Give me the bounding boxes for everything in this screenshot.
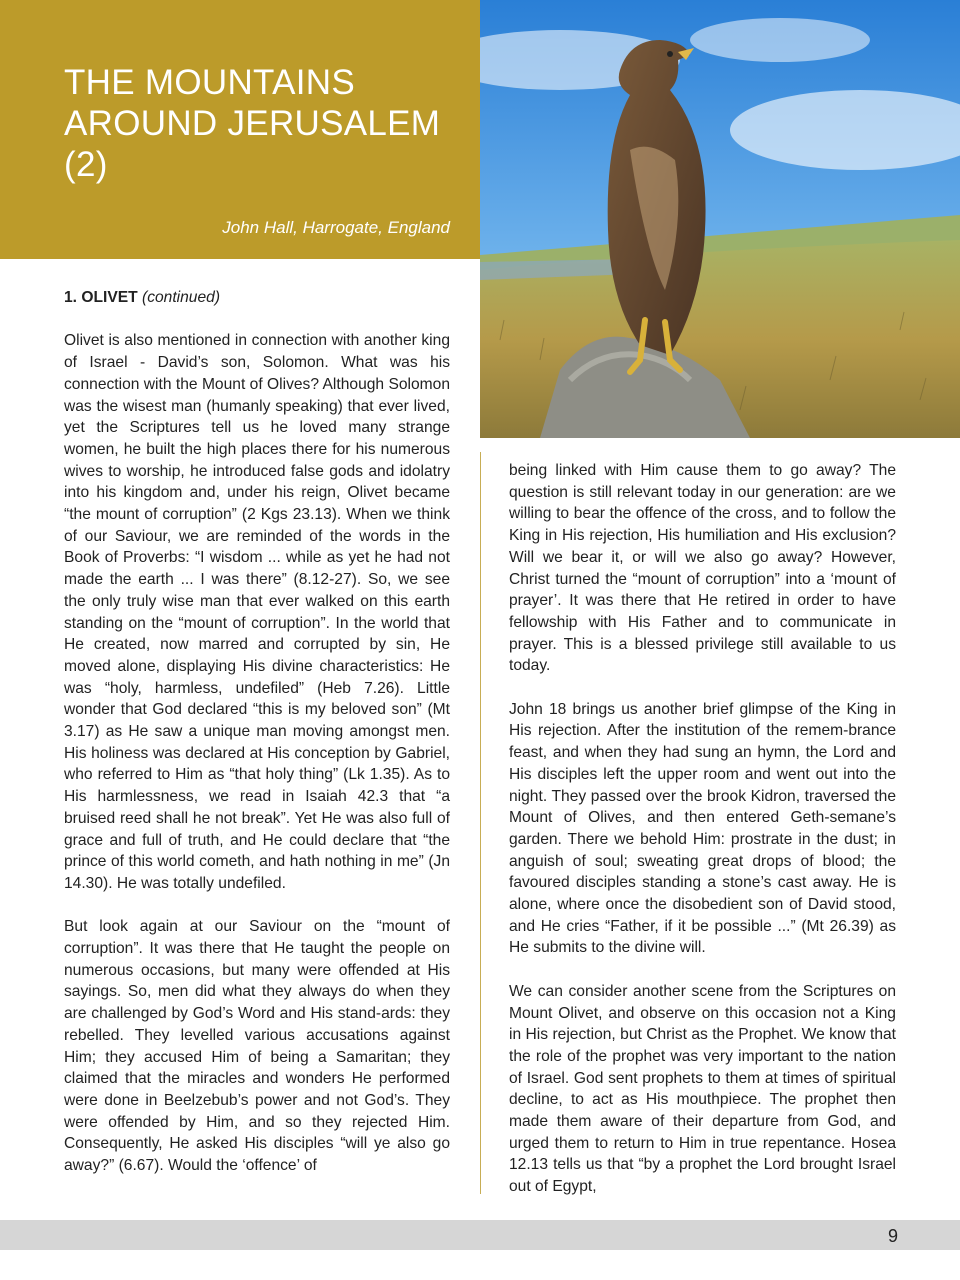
section-heading — [64, 287, 450, 309]
hawk-photo — [480, 0, 960, 438]
paragraph: But look again at our Saviour on the “mount of corruption”. It was there that He taught the people on numerous occasions, but many were offended at His sayings. So, men did what they always do when they are challenged by God’s Word and His stand-ards: they rebelled. They levelled various accusations against Him; they accused Him of being a Samaritan; they claimed that the miracles and wonders He performed were done in Beelzebub’s power and not God’s. They were offended by Him, and so they rejected Him. Consequently, He asked His disciples “will ye also go away?” (6.67). Would the ‘offence’ of — [64, 918, 450, 1175]
column-divider — [480, 452, 481, 1194]
paragraph: John 18 brings us another brief glimpse of the King in His rejection. After the institution of the remem-brance feast, and when they had sung an hymn, the Lord and His disciples left the upper room and went out into the night. They passed over the brook Kidron, traversed the Mount of Olives, and then entered Geth-semane’s garden. There we behold Him: prostrate in the dust; in anguish of soul; sweating great drops of blood; the favoured disciples standing a stone’s cast away. He is alone, where once the disobedient son of David stood, and He cries “Father, if it be possible ...” (Mt 26.39) as He submits to the divine will. — [509, 700, 896, 957]
page-number: 9 — [887, 1226, 898, 1246]
title-banner — [0, 0, 480, 259]
section-qualifier: (continued) — [142, 289, 221, 306]
footer-bar — [0, 1220, 960, 1250]
left-column — [64, 287, 450, 1198]
paragraph: We can consider another scene from the Scriptures on Mount Olivet, and observe on this occasion not a King in His rejection, but Christ as the Prophet. We know that the role of the prophet was very important to the nation of Israel. God sent prophets to them at times of spiritual decline, to act as His mouthpiece. The prophet then made them aware of their departure from God, and urged them to return to Him in true repentance. Hosea 12.13 tells us that “by a prophet the Lord brought Israel out of Egypt, — [509, 982, 896, 1196]
paragraph: Olivet is also mentioned in connection with another king of Israel - David’s son, Solomon. What was his connection with the Mount of Olives? Although Solomon was the wisest man (humanly speaking) that ever lived, yet the Scriptures tell us he loved many strange women, he built the high places there for his numerous wives to worship, he introduced false gods and idolatry into his kingdom and, under his reign, Olivet became “the mount of corruption” (2 Kgs 23.13). When we think of our Saviour, we are reminded of the words in the Book of Proverbs: “I wisdom ... while as yet he had not made the earth ... I was there” (8.12-27). So, we see the only truly wise man that ever walked on this earth standing on the “mount of corruption”. In the world that He created, now marred and corrupted by sin, He moved alone, displaying His divine characteristics: He was “holy, harmless, undefiled” (Heb 7.26). Little wonder that God declared “this is my beloved son” (Mt 3.17) as He saw a unique man moving amongst men. His holiness was declared at His conception by Gabriel, who referred to Him as “that holy thing” (Lk 1.35). As to His harmlessness, we read in Isaiah 42.3 that “a bruised reed shall he not break”. Yet He was also full of grace and full of truth, and He could declare that “the prince of this world cometh, and hath nothing in me” (Jn 14.30). He was totally undefiled. — [64, 332, 450, 892]
right-column — [509, 460, 896, 1220]
section-title: 1. OLIVET — [64, 289, 138, 306]
paragraph: being linked with Him cause them to go away? The question is still relevant today in our generation: are we willing to bear the offence of the cross, and to follow the King in His rejection, His humiliation and His exclusion? Will we bear it, or will we also go away? However, Christ turned the “mount of corruption” into a ‘mount of prayer’. It was there that He retired in order to have fellowship with His Father and to communicate in prayer. This is a blessed privilege still available to us today. — [509, 462, 896, 675]
article-author: John Hall, Harrogate, England — [222, 218, 450, 237]
article-title: THE MOUNTAINS AROUND JERUSALEM (2) — [64, 63, 441, 184]
